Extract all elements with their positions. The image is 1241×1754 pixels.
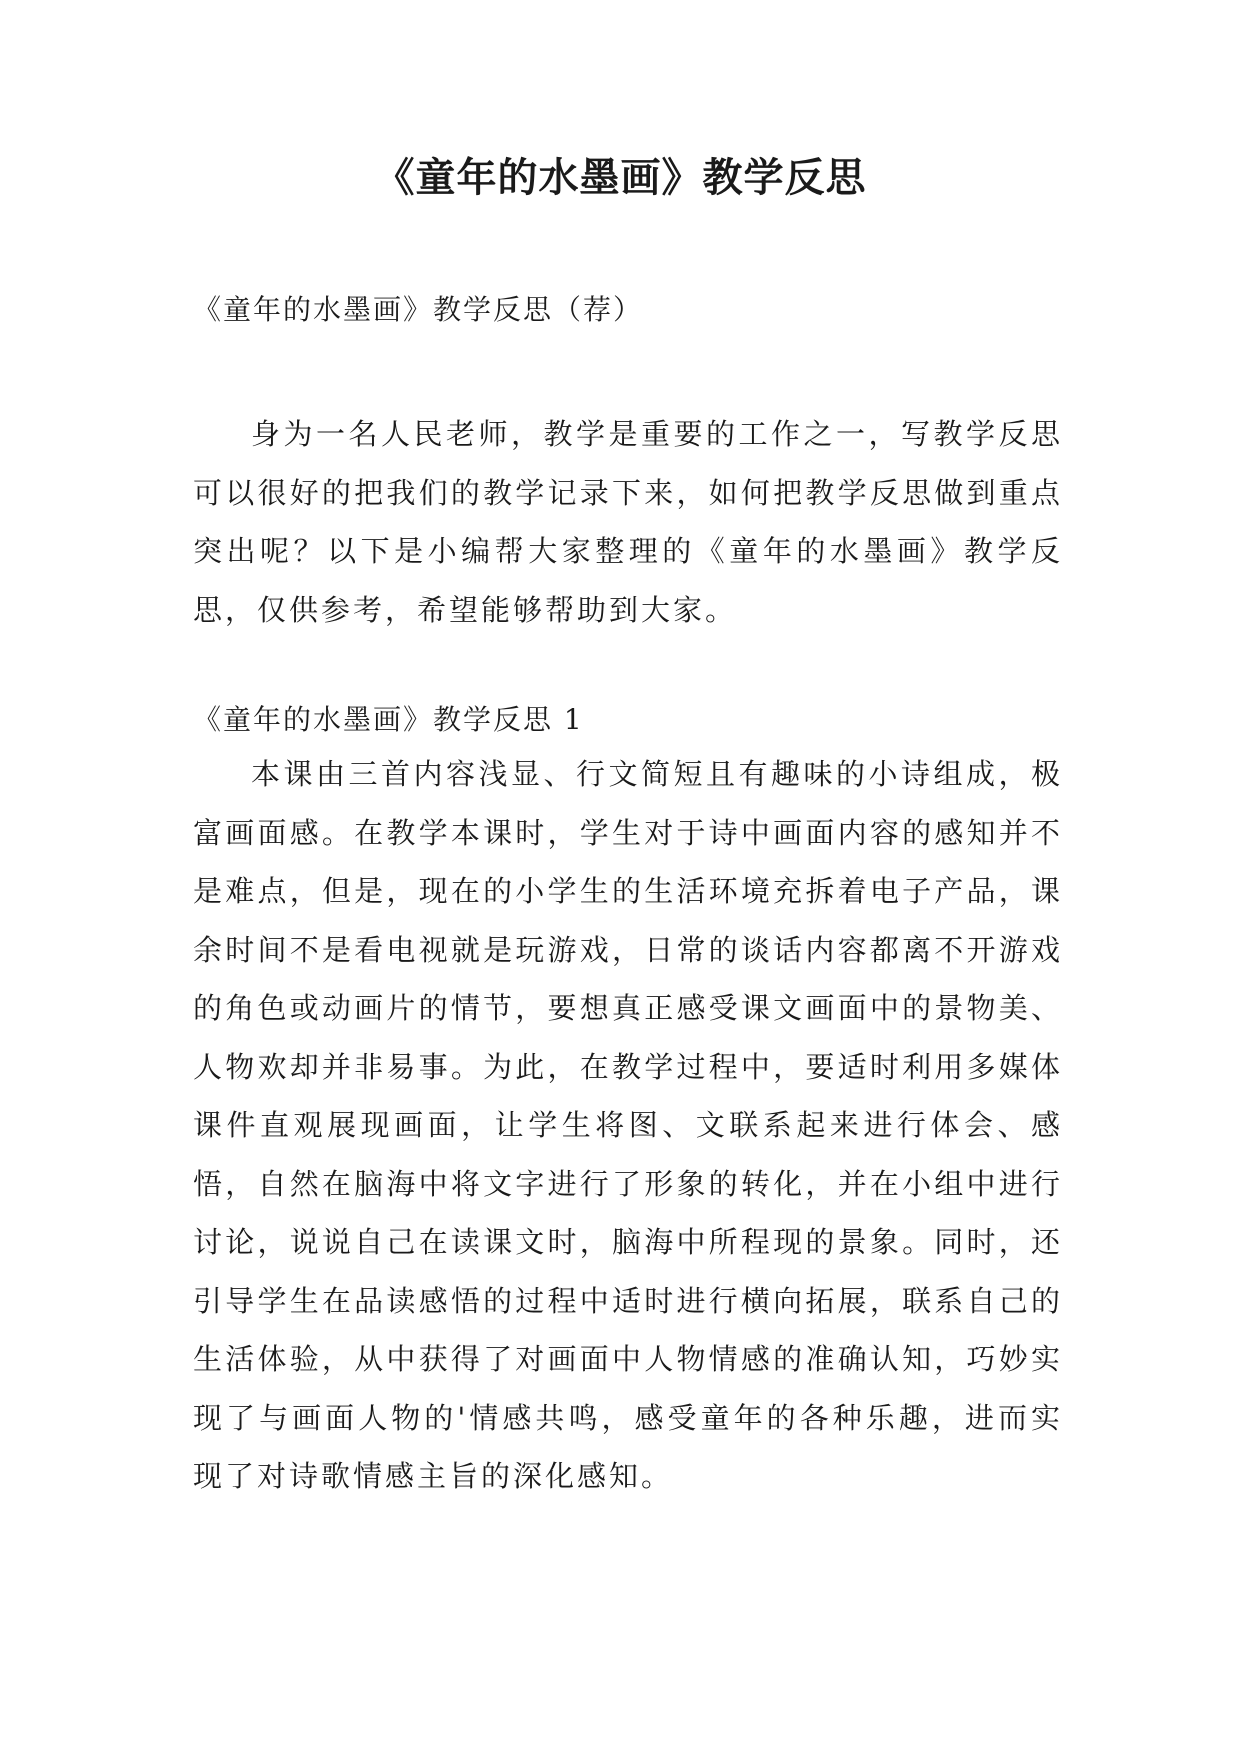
section-1-heading: 《童年的水墨画》教学反思 1: [193, 703, 584, 736]
document-subtitle: 《童年的水墨画》教学反思（荐）: [193, 293, 644, 326]
intro-paragraph: 身为一名人民老师，教学是重要的工作之一，写教学反思可以很好的把我们的教学记录下来，如何把教学反思做到重点突出呢？以下是小编帮大家整理的《童年的水墨画》教学反思，仅供参考，希望能够帮助到大家。: [193, 417, 1063, 627]
section-1-paragraph: 本课由三首内容浅显、行文简短且有趣味的小诗组成，极富画面感。在教学本课时，学生对于诗中画面内容的感知并不是难点，但是，现在的小学生的生活环境充拆着电子产品，课余时间不是看电视就是玩游戏，日常的谈话内容都离不开游戏的角色或动画片的情节，要想真正感受课文画面中的景物美、人物欢却并非易事。为此，在教学过程中，要适时利用多媒体课件直观展现画面，让学生将图、文联系起来进行体会、感悟，自然在脑海中将文字进行了形象的转化，并在小组中进行讨论，说说自己在读课文时，脑海中所程现的景象。同时，还引导学生在品读感悟的过程中适时进行横向拓展，联系自己的生活体验，从中获得了对画面中人物情感的准确认知，巧妙实现了与画面人物的'情感共鸣，感受童年的各种乐趣，进而实现了对诗歌情感主旨的深化感知。: [193, 757, 1063, 1493]
document-title: 《童年的水墨画》教学反思: [374, 155, 867, 201]
